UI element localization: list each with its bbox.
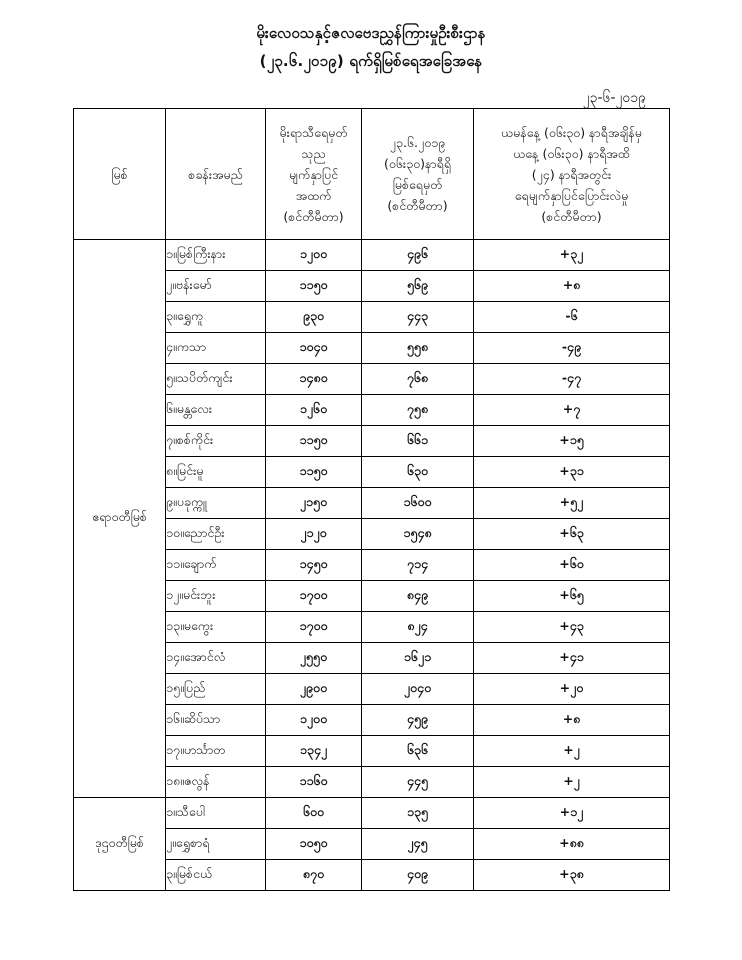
station-name-cell: ၈။မြင်းမူ <box>166 457 266 488</box>
level-change-cell: +၇ <box>474 395 670 426</box>
water-level-cell: ၂၄၅ <box>362 829 474 860</box>
zero-gauge-cell: ၁၁၆၀ <box>266 767 362 798</box>
header-line: (၀၆း၃၀)နာရီရှိ <box>383 156 452 171</box>
station-name-cell: ၂။ရွှေစာရံ <box>166 829 266 860</box>
zero-gauge-cell: ၂၉၀၀ <box>266 674 362 705</box>
level-change-cell: +၈ <box>474 271 670 302</box>
station-name-cell: ၁၄။အောင်လံ <box>166 643 266 674</box>
level-change-cell: +၆၀ <box>474 550 670 581</box>
zero-gauge-cell: ၁၀၄၀ <box>266 333 362 364</box>
level-change-cell: +၄၃ <box>474 612 670 643</box>
header-line: (စင်တီမီတာ) <box>541 208 602 224</box>
station-name-cell: ၁၁။ချောက် <box>166 550 266 581</box>
station-name-cell: ၄။ကသာ <box>166 333 266 364</box>
zero-gauge-cell: ၁၄၅၀ <box>266 550 362 581</box>
header-line: မိုးရာသီရေမှတ် <box>279 124 348 140</box>
level-change-cell: +၆၃ <box>474 519 670 550</box>
water-level-cell: ၄၉၆ <box>362 240 474 271</box>
table-row <box>74 240 670 271</box>
level-change-cell: +၂ <box>474 767 670 798</box>
water-level-cell: ၆၃၀ <box>362 457 474 488</box>
water-level-cell: ၂၀၄၀ <box>362 674 474 705</box>
header-current-level <box>362 109 474 240</box>
water-level-cell: ၇၆၈ <box>362 364 474 395</box>
header-line: (စင်တီမီတာ) <box>283 208 344 224</box>
river-name-cell: ဒုဌဝတီမြစ် <box>74 798 166 891</box>
zero-gauge-cell: ၈၇၀ <box>266 860 362 891</box>
header-line: မြစ်ရေမှတ် <box>392 177 443 192</box>
level-change-cell: +၃၂ <box>474 240 670 271</box>
level-change-cell: +၃၈ <box>474 860 670 891</box>
zero-gauge-cell: ၁၁၅၀ <box>266 426 362 457</box>
header-line: ယမန်နေ့ (၀၆း၃၀) နာရီအချိန်မှ <box>501 124 642 140</box>
water-level-cell: ၈၄၉ <box>362 581 474 612</box>
zero-gauge-cell: ၁၄၈၀ <box>266 364 362 395</box>
water-level-cell: ၄၀၉ <box>362 860 474 891</box>
station-name-cell: ၁၃။မကွေး <box>166 612 266 643</box>
header-river <box>74 109 166 240</box>
level-change-cell: +၃၁ <box>474 457 670 488</box>
header-line: အထက် <box>295 187 332 203</box>
zero-gauge-cell: ၁၁၅၀ <box>266 271 362 302</box>
level-change-cell: +၁၅ <box>474 426 670 457</box>
water-level-cell: ၆၃၆ <box>362 736 474 767</box>
station-name-cell: ၁။မြစ်ကြီးနား <box>166 240 266 271</box>
table-header-row <box>74 109 670 240</box>
zero-gauge-cell: ၁၀၅၀ <box>266 829 362 860</box>
zero-gauge-cell: ၁၁၅၀ <box>266 457 362 488</box>
header-line: စခန်းအမည် <box>188 166 243 182</box>
header-line: ယနေ့ (၀၆း၃၀) နာရီအထိ <box>513 145 630 161</box>
header-line: မြစ် <box>111 166 128 182</box>
station-name-cell: ၁၈။ဇလွန် <box>166 767 266 798</box>
water-level-cell: ၄၄၅ <box>362 767 474 798</box>
station-name-cell: ၆။မန္တလေး <box>166 395 266 426</box>
water-level-cell: ၇၁၄ <box>362 550 474 581</box>
station-name-cell: ၃။မြစ်ငယ် <box>166 860 266 891</box>
zero-gauge-cell: ၂၁၅၀ <box>266 488 362 519</box>
table-row <box>74 798 670 829</box>
zero-gauge-cell: ၁၃၄၂ <box>266 736 362 767</box>
report-date: ၂၃-၆-၂၀၁၉ <box>582 90 646 106</box>
level-change-cell: -၄၇ <box>474 364 670 395</box>
water-level-cell: ၈၂၄ <box>362 612 474 643</box>
zero-gauge-cell: ၂၁၂၀ <box>266 519 362 550</box>
level-change-cell: +၈၈ <box>474 829 670 860</box>
station-name-cell: ၁၅။ပြည် <box>166 674 266 705</box>
station-name-cell: ၁၂။မင်းဘူး <box>166 581 266 612</box>
header-zero-gauge <box>266 109 362 240</box>
water-level-cell: ၇၅၈ <box>362 395 474 426</box>
level-change-cell: +၆၅ <box>474 581 670 612</box>
station-name-cell: ၁။သီပေါ <box>166 798 266 829</box>
header-24h-change <box>474 109 670 240</box>
river-level-table <box>73 108 670 891</box>
zero-gauge-cell: ၁၂၀၀ <box>266 705 362 736</box>
water-level-cell: ၁၆၀၀ <box>362 488 474 519</box>
header-line: ရေမျက်နှာပြင်ပြောင်းလဲမှု <box>514 187 629 203</box>
report-title: မိုးလေဝသနှင့်ဇလဗေဒညွှန်ကြားမှုဦးစီးဌာန <box>256 24 486 42</box>
water-level-cell: ၅၆၉ <box>362 271 474 302</box>
station-name-cell: ၅။သပိတ်ကျင်း <box>166 364 266 395</box>
station-name-cell: ၉။ပခုက္ကူ <box>166 488 266 519</box>
header-line: (စင်တီမီတာ) <box>387 198 448 213</box>
header-line: (၂၄) နာရီအတွင်း <box>531 166 612 182</box>
level-change-cell: -၄၉ <box>474 333 670 364</box>
station-name-cell: ၃။ရွှေကူ <box>166 302 266 333</box>
water-level-cell: ၄၅၉ <box>362 705 474 736</box>
header-station-name <box>166 109 266 240</box>
level-change-cell: +၁၂ <box>474 798 670 829</box>
zero-gauge-cell: ၁၇၀၀ <box>266 581 362 612</box>
water-level-cell: ၆၆၁ <box>362 426 474 457</box>
level-change-cell: +၂၀ <box>474 674 670 705</box>
zero-gauge-cell: ၁၇၀၀ <box>266 612 362 643</box>
station-name-cell: ၁၆။ဆိပ်သာ <box>166 705 266 736</box>
river-name-cell: ဧရာဝတီမြစ် <box>74 240 166 798</box>
water-level-cell: ၁၅၄၈ <box>362 519 474 550</box>
zero-gauge-cell: ၁၂၀၀ <box>266 240 362 271</box>
zero-gauge-cell: ၂၅၅၀ <box>266 643 362 674</box>
header-line: သုည <box>301 145 326 161</box>
level-change-cell: +၄၁ <box>474 643 670 674</box>
table-body <box>74 240 670 891</box>
header-line: မျက်နှာပြင် <box>288 166 339 182</box>
water-level-cell: ၅၅၈ <box>362 333 474 364</box>
water-level-cell: ၁၃၅ <box>362 798 474 829</box>
header-line: ၂၃.၆.၂၀၁၉ <box>389 135 446 150</box>
water-level-cell: ၄၄၃ <box>362 302 474 333</box>
zero-gauge-cell: ၁၂၆၀ <box>266 395 362 426</box>
zero-gauge-cell: ၉၃၀ <box>266 302 362 333</box>
station-name-cell: ၂။ဗန်းမော် <box>166 271 266 302</box>
zero-gauge-cell: ၆၀၀ <box>266 798 362 829</box>
station-name-cell: ၁၇။ဟင်္သာတ <box>166 736 266 767</box>
station-name-cell: ၁၀။ညောင်ဦး <box>166 519 266 550</box>
water-level-cell: ၁၆၂၁ <box>362 643 474 674</box>
level-change-cell: -၆ <box>474 302 670 333</box>
station-name-cell: ၇။စစ်ကိုင်း <box>166 426 266 457</box>
level-change-cell: +၂ <box>474 736 670 767</box>
report-subtitle: (၂၃.၆.၂၀၁၉) ရက်ရှိမြစ်ရေအခြေအနေ <box>259 52 483 70</box>
level-change-cell: +၅၂ <box>474 488 670 519</box>
level-change-cell: +၈ <box>474 705 670 736</box>
